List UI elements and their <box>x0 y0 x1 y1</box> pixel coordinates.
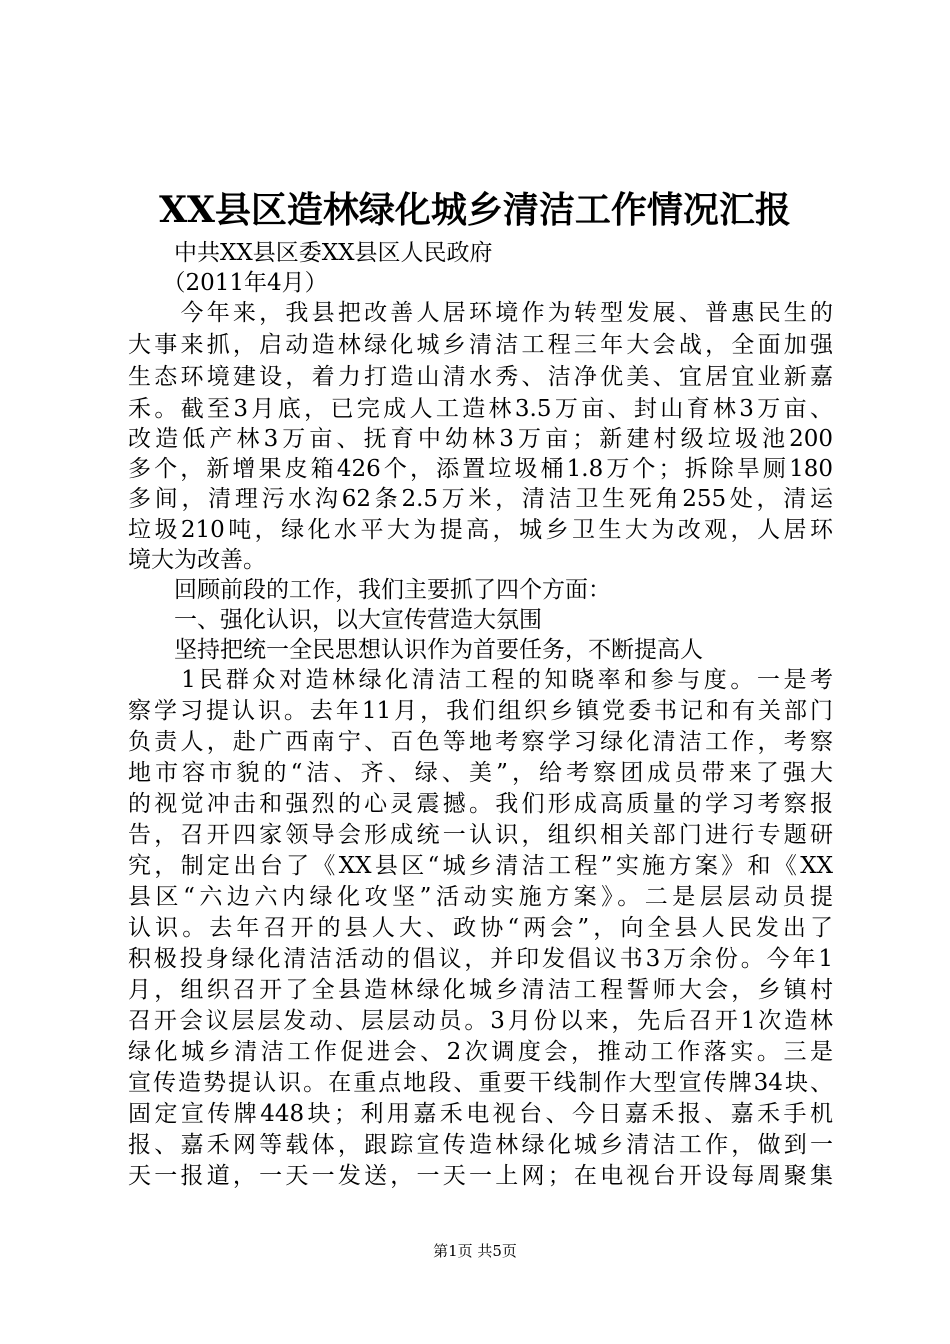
paragraph-line: 坚持把统一全民思想认识作为首要任务，不断提高人 <box>128 637 703 663</box>
paragraph-line: 告，召开四家领导会形成统一认识，组织相关部门进行专题研 <box>128 822 833 848</box>
paragraph-line: 宣传造势提认识。在重点地段、重要干线制作大型宣传牌34块、 <box>128 1070 833 1096</box>
paragraph-line: 的视觉冲击和强烈的心灵震撼。我们形成高质量的学习考察报 <box>128 791 833 817</box>
paragraph-line: 认识。去年召开的县人大、政协“两会”，向全县人民发出了 <box>128 915 833 941</box>
paragraph-line: 天一报道，一天一发送，一天一上网；在电视台开设每周聚集 <box>128 1163 833 1189</box>
paragraph-line: 境大为改善。 <box>128 547 266 573</box>
author-line: 中共XX县区委XX县区人民政府 <box>128 240 493 266</box>
paragraph-line: 负责人，赴广西南宁、百色等地考察学习绿化清洁工作，考察 <box>128 729 833 755</box>
date-line: （2011年4月） <box>128 270 328 296</box>
paragraph-line: 察学习提认识。去年11月，我们组织乡镇党委书记和有关部门 <box>128 698 833 724</box>
paragraph-line: 多个，新增果皮箱426个，添置垃圾桶1.8万个；拆除旱厕180 <box>128 456 833 482</box>
paragraph-line: 垃圾210吨，绿化水平大为提高，城乡卫生大为改观，人居环 <box>128 517 833 543</box>
section-heading: 一、强化认识，以大宣传营造大氛围 <box>128 607 542 633</box>
paragraph-line: 报、嘉禾网等载体，跟踪宣传造林绿化城乡清洁工作，做到一 <box>128 1132 833 1158</box>
paragraph-line: 绿化城乡清洁工作促进会、2次调度会，推动工作落实。三是 <box>128 1039 833 1065</box>
paragraph-line: 1民群众对造林绿化清洁工程的知晓率和参与度。一是考 <box>128 667 833 693</box>
paragraph-line: 月，组织召开了全县造林绿化城乡清洁工程誓师大会，乡镇村 <box>128 977 833 1003</box>
paragraph-line: 回顾前段的工作，我们主要抓了四个方面： <box>128 577 611 603</box>
paragraph-line: 积极投身绿化清洁活动的倡议，并印发倡议书3万余份。今年1 <box>128 946 833 972</box>
paragraph-line: 禾。截至3月底，已完成人工造林3.5万亩、封山育林3万亩、 <box>128 396 833 422</box>
paragraph-line: 改造低产林3万亩、抚育中幼林3万亩；新建村级垃圾池200 <box>128 426 833 452</box>
paragraph-line: 大事来抓，启动造林绿化城乡清洁工程三年大会战，全面加强 <box>128 332 833 358</box>
paragraph-line: 今年来，我县把改善人居环境作为转型发展、普惠民生的 <box>128 300 833 326</box>
document-title: XX县区造林绿化城乡清洁工作情况汇报 <box>159 189 791 231</box>
paragraph-line: 究，制定出台了《XX县区“城乡清洁工程”实施方案》和《XX <box>128 853 833 879</box>
paragraph-line: 地市容市貌的“洁、齐、绿、美”，给考察团成员带来了强大 <box>128 760 833 786</box>
paragraph-line: 固定宣传牌448块；利用嘉禾电视台、今日嘉禾报、嘉禾手机 <box>128 1101 833 1127</box>
paragraph-line: 多间，清理污水沟62条2.5万米，清洁卫生死角255处，清运 <box>128 486 833 512</box>
page-number: 第1页 共5页 <box>433 1242 517 1260</box>
paragraph-line: 召开会议层层发动、层层动员。3月份以来，先后召开1次造林 <box>128 1008 833 1034</box>
paragraph-line: 生态环境建设，着力打造山清水秀、洁净优美、宜居宜业新嘉 <box>128 364 833 390</box>
paragraph-line: 县区“六边六内绿化攻坚”活动实施方案》。二是层层动员提 <box>128 884 833 910</box>
